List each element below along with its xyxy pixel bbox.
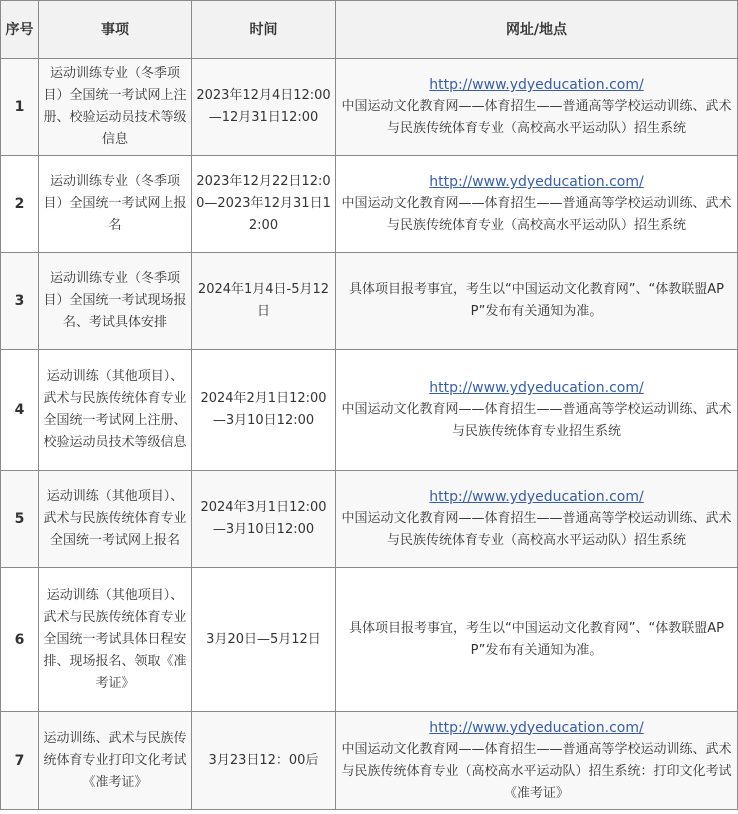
row-item: 运动训练专业（冬季项目）全国统一考试网上注册、校验运动员技术等级信息	[39, 59, 192, 156]
row-time: 2024年1月4日-5月12日	[192, 253, 336, 350]
website-link[interactable]: http://www.ydyeducation.com/	[429, 380, 644, 396]
row-item: 运动训练（其他项目）、武术与民族传统体育专业全国统一考试网上报名	[39, 471, 192, 568]
row-item: 运动训练（其他项目）、武术与民族传统体育专业全国统一考试具体日程安排、现场报名、领取《准考证》	[39, 568, 192, 712]
row-location-cell	[336, 253, 738, 350]
website-link[interactable]: http://www.ydyeducation.com/	[429, 174, 644, 190]
row-location-cell	[336, 350, 738, 471]
website-link[interactable]: http://www.ydyeducation.com/	[429, 719, 644, 736]
row-location-cell	[336, 59, 738, 156]
row-time: 3月23日12：00后	[192, 712, 336, 810]
row-location: 中国运动文化教育网——体育招生——普通高等学校运动训练、武术与民族传统体育专业招生系统	[341, 402, 732, 439]
table-row	[1, 568, 738, 712]
row-location: 具体项目报考事宜，考生以“中国运动文化教育网”、“体教联盟APP”发布有关通知为准。	[349, 282, 724, 319]
row-location-cell	[336, 568, 738, 712]
row-item: 运动训练专业（冬季项目）全国统一考试现场报名、考试具体安排	[39, 253, 192, 350]
row-location: 具体项目报考事宜，考生以“中国运动文化教育网”、“体教联盟APP”发布有关通知为准。	[349, 620, 724, 658]
row-time: 3月20日—5月12日	[192, 568, 336, 712]
row-index: 5	[1, 471, 39, 568]
row-index: 4	[1, 350, 39, 471]
website-link[interactable]: http://www.ydyeducation.com/	[429, 489, 644, 505]
table-row	[1, 59, 738, 156]
row-location: 中国运动文化教育网——体育招生——普通高等学校运动训练、武术与民族传统体育专业（高校高水平运动队）招生系统	[341, 99, 732, 136]
header-item: 事项	[39, 1, 192, 59]
row-time: 2023年12月4日12:00—12月31日12:00	[192, 59, 336, 156]
row-location-cell	[336, 471, 738, 568]
table-row	[1, 156, 738, 253]
table-row	[1, 350, 738, 471]
row-index: 1	[1, 59, 39, 156]
row-index: 7	[1, 712, 39, 810]
row-index: 2	[1, 156, 39, 253]
row-location: 中国运动文化教育网——体育招生——普通高等学校运动训练、武术与民族传统体育专业（高校高水平运动队）招生系统	[341, 511, 732, 548]
row-item: 运动训练、武术与民族传统体育专业打印文化考试《准考证》	[39, 712, 192, 810]
row-time: 2023年12月22日12:00—2023年12月31日12:00	[192, 156, 336, 253]
header-index: 序号	[1, 1, 39, 59]
row-location: 中国运动文化教育网——体育招生——普通高等学校运动训练、武术与民族传统体育专业（高校高水平运动队）招生系统：打印文化考试《准考证》	[341, 741, 732, 801]
row-time: 2024年3月1日12:00—3月10日12:00	[192, 471, 336, 568]
row-item: 运动训练（其他项目）、武术与民族传统体育专业全国统一考试网上注册、校验运动员技术等级信息	[39, 350, 192, 471]
header-row	[1, 1, 738, 59]
row-item: 运动训练专业（冬季项目）全国统一考试网上报名	[39, 156, 192, 253]
table-row	[1, 712, 738, 810]
row-location-cell	[336, 156, 738, 253]
website-link[interactable]: http://www.ydyeducation.com/	[429, 77, 644, 93]
row-index: 6	[1, 568, 39, 712]
header-location: 网址/地点	[336, 1, 738, 59]
table-row	[1, 253, 738, 350]
row-location-cell	[336, 712, 738, 810]
header-time: 时间	[192, 1, 336, 59]
table-row	[1, 471, 738, 568]
row-index: 3	[1, 253, 39, 350]
row-location: 中国运动文化教育网——体育招生——普通高等学校运动训练、武术与民族传统体育专业（高校高水平运动队）招生系统	[341, 196, 732, 233]
row-time: 2024年2月1日12:00—3月10日12:00	[192, 350, 336, 471]
